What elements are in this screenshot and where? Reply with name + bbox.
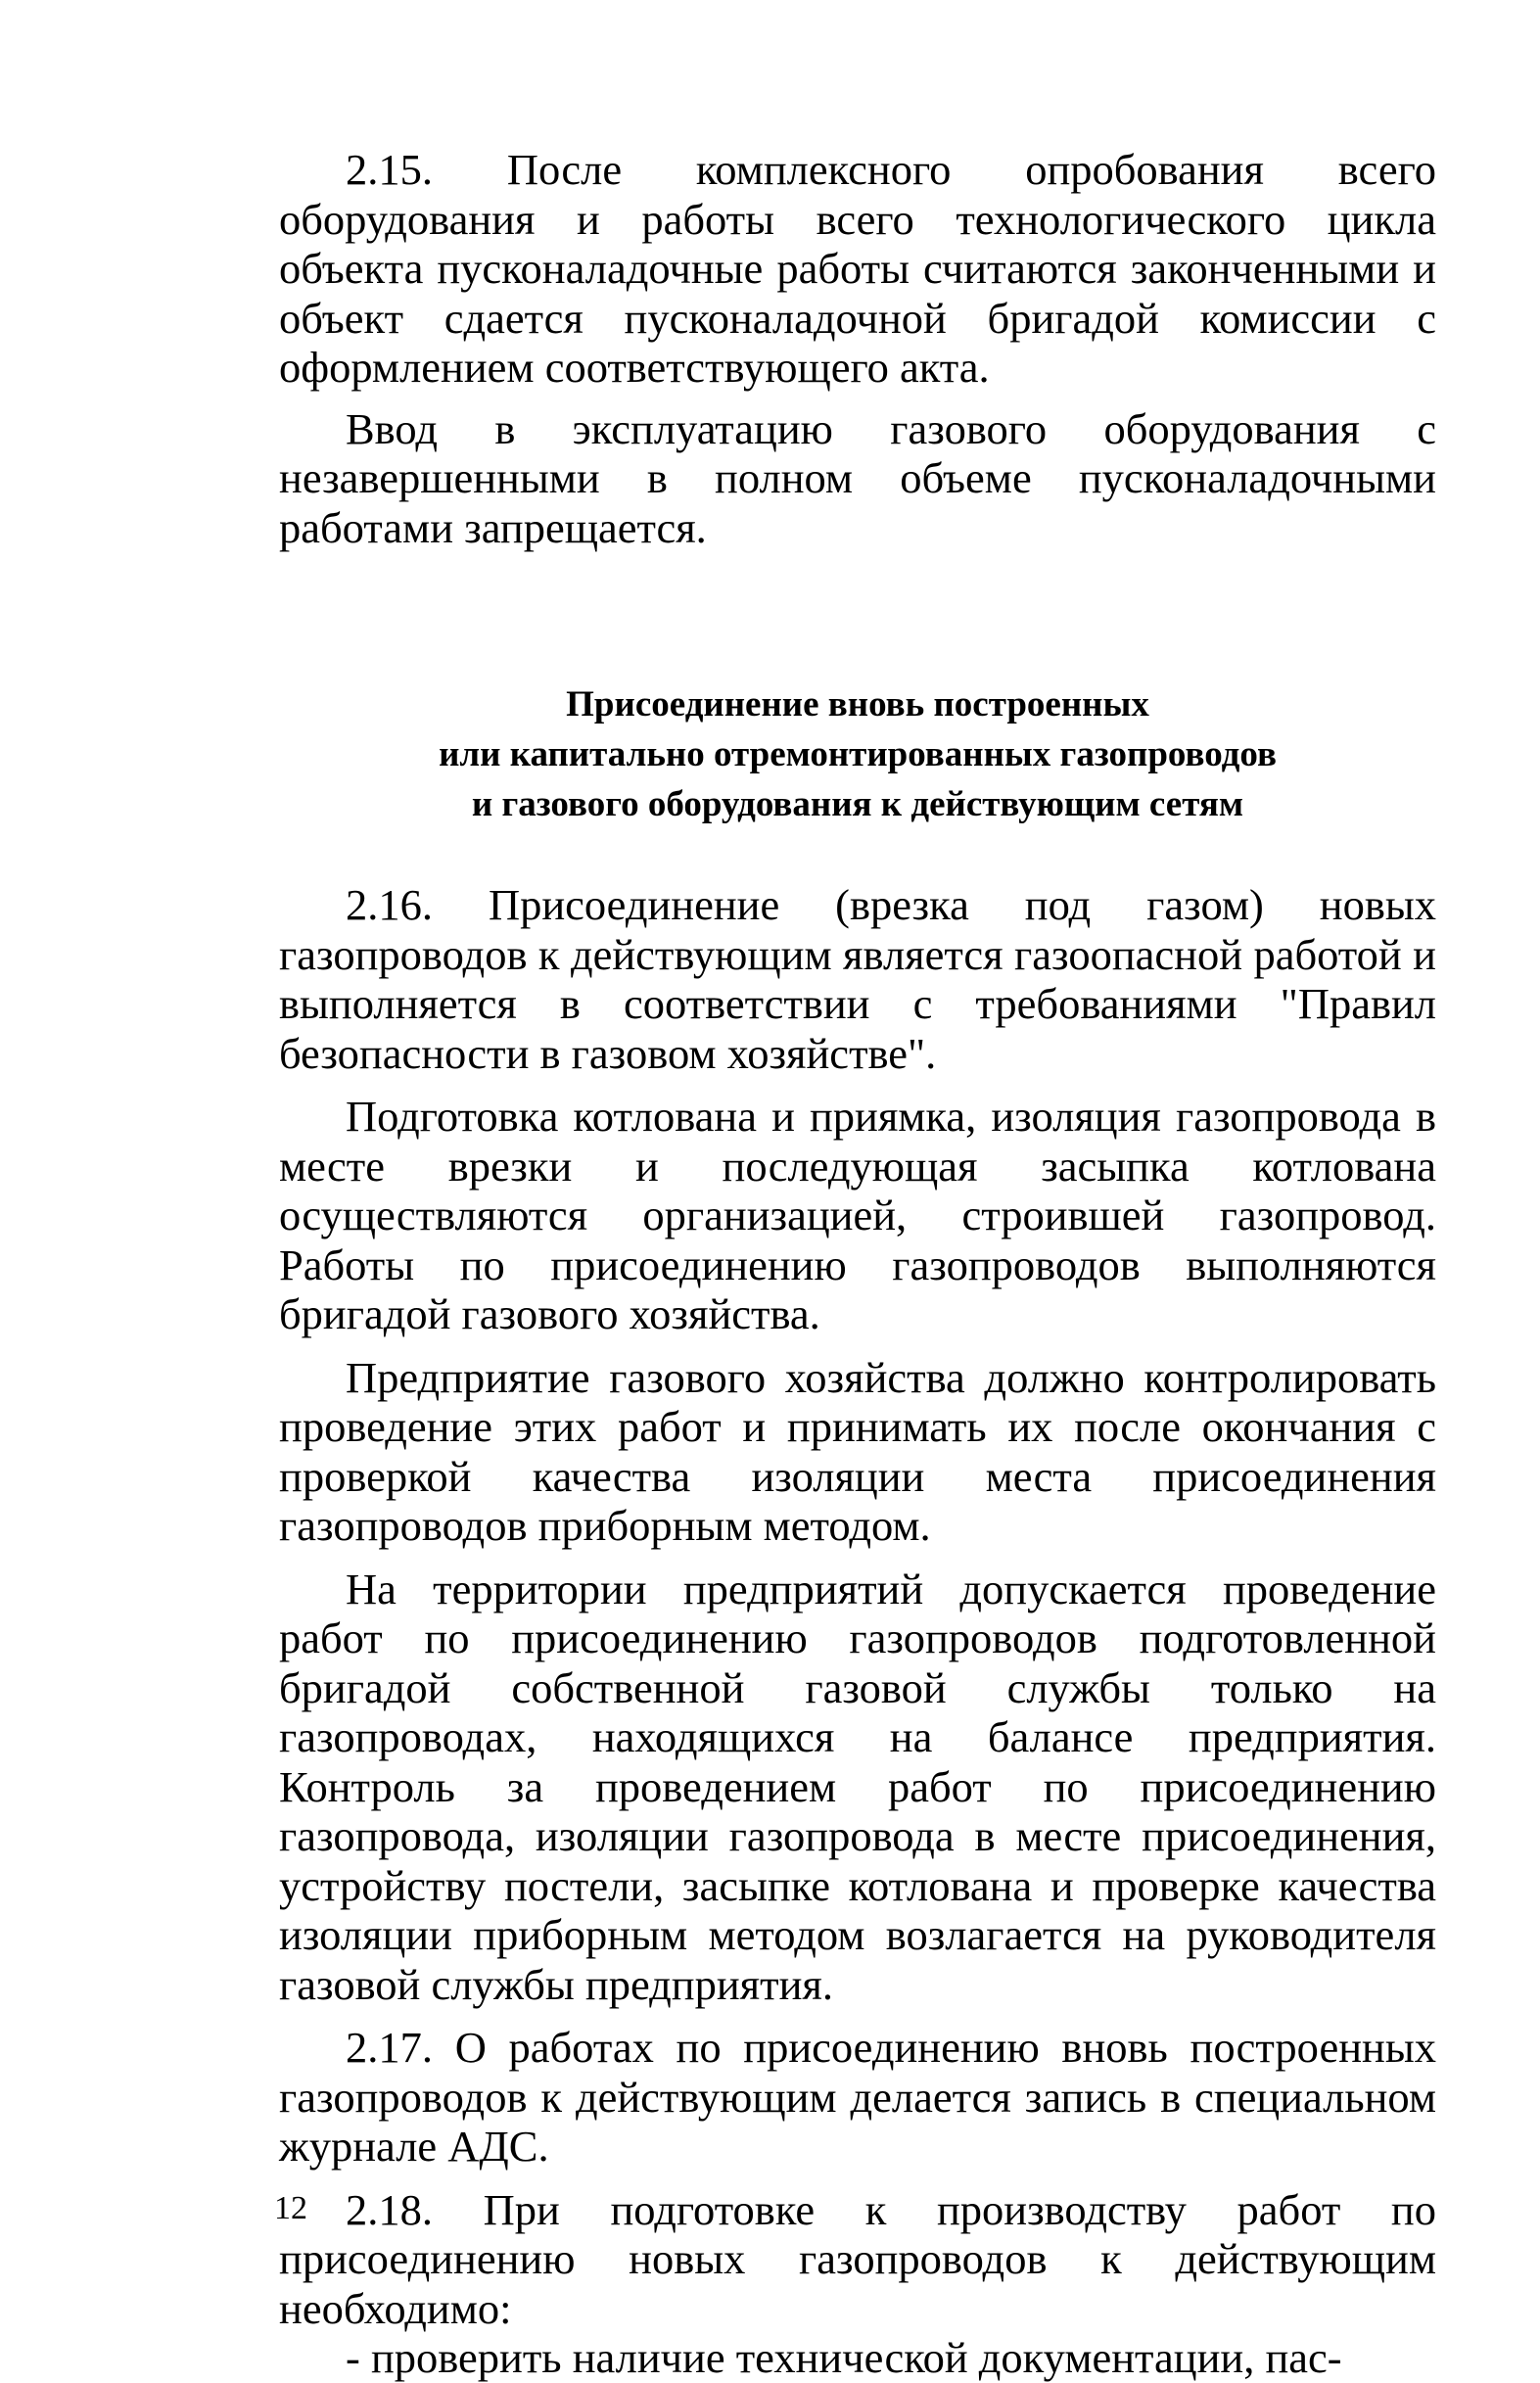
section-heading bbox=[279, 679, 1436, 829]
list-item-check-documentation: - проверить наличие технической документации, пас- bbox=[346, 2333, 1342, 2382]
paragraph-2-16: 2.16. Присоединение (врезка под газом) новых газопроводов к действующим является газоопасной работой и выполняется в соответствии с требованиями "Правил безопасности в газовом хозяйстве". bbox=[279, 880, 1436, 1078]
paragraph-pit-preparation: Подготовка котлована и приямка, изоляция газопровода в месте врезки и последующая засыпка котлована осуществляются организацией, строившей газопровод. Работы по присоединению газопроводов выполняются бригадой газового хозяйства. bbox=[279, 1092, 1436, 1338]
paragraph-commissioning-ban: Ввод в эксплуатацию газового оборудования с незавершенными в полном объеме пусконаладочными работами запрещается. bbox=[279, 403, 1436, 552]
section-heading-line-2: или капитально отремонтированных газопроводов bbox=[439, 734, 1277, 774]
document-page bbox=[279, 145, 1436, 2383]
paragraph-2-17: 2.17. О работах по присоединению вновь построенных газопроводов к действующим делается запись в специальном журнале АДС. bbox=[279, 2023, 1436, 2171]
paragraph-enterprise-territory: На территории предприятий допускается проведение работ по присоединению газопроводов подготовленной бригадой собственной газовой службы только на газопроводах, находящихся на балансе предприятия. Контроль за проведением работ по присоединению газопровода, изоляции газопровода в месте присоединения, устройству постели, засыпке котлована и проверке качества изоляции приборным методом возлагается на руководителя газовой службы предприятия. bbox=[279, 1564, 1436, 2009]
paragraph-gas-enterprise-control: Предприятие газового хозяйства должно контролировать проведение этих работ и принимать их после окончания с проверкой качества изоляции места присоединения газопроводов приборным методом. bbox=[279, 1352, 1436, 1550]
paragraph-2-18: 2.18. При подготовке к производству работ по присоединению новых газопроводов к действующим необходимо: bbox=[279, 2184, 1436, 2333]
section-heading-line-3: и газового оборудования к действующим сетям bbox=[471, 784, 1244, 824]
paragraph-2-15: 2.15. После комплексного опробования всего оборудования и работы всего технологического цикла объекта пусконаладочные работы считаются законченными и объект сдается пусконаладочной бригадой комиссии с оформлением соответствующего акта. bbox=[279, 145, 1436, 392]
page-number: 12 bbox=[274, 2190, 307, 2226]
section-heading-line-1: Присоединение вновь построенных bbox=[566, 684, 1149, 724]
